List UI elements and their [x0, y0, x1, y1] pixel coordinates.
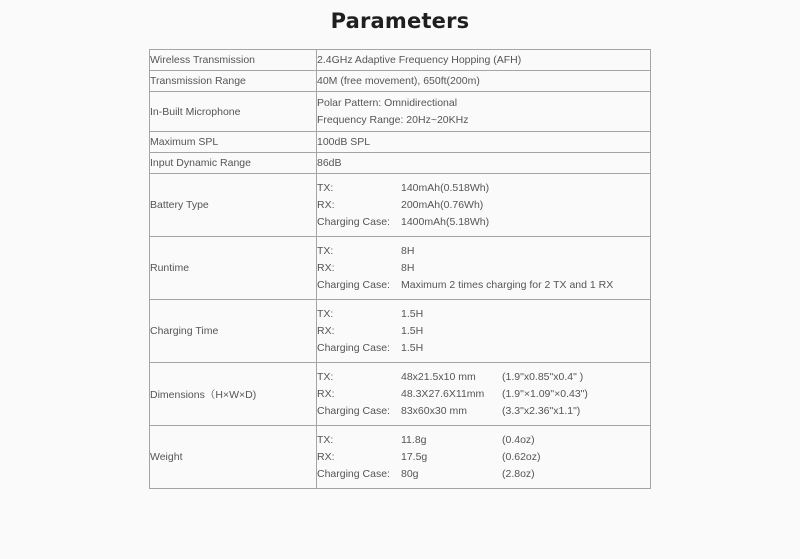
sub-key: TX: [317, 181, 334, 194]
sub-key: TX: [317, 307, 334, 320]
polar-pattern: Polar Pattern: Omnidirectional [317, 96, 458, 109]
sub-key: Charging Case: [317, 278, 390, 291]
table-row-transmission-range [150, 71, 651, 92]
row-value [317, 237, 651, 300]
sub-item-tx [317, 243, 650, 260]
sub-item-charging-case [317, 340, 650, 357]
sub-key: Charging Case: [317, 215, 390, 228]
sub-item-rx [317, 323, 650, 340]
sub-value: 83x60x30 mm [401, 404, 467, 417]
sub-key: TX: [317, 370, 334, 383]
parameters-table [149, 49, 651, 489]
row-value: 100dB SPL [317, 132, 651, 153]
row-value: 40M (free movement), 650ft(200m) [317, 71, 651, 92]
row-label: Wireless Transmission [150, 50, 317, 71]
frequency-range: Frequency Range: 20Hz~20KHz [317, 113, 469, 126]
sub-item-rx [317, 449, 650, 466]
sub-value: 11.8g [401, 433, 427, 446]
row-value [317, 426, 651, 489]
table-row-input-dynamic-range [150, 153, 651, 174]
sub-item-charging-case [317, 466, 650, 483]
row-value [317, 174, 651, 237]
sub-value: 48.3X27.6X11mm [401, 387, 485, 400]
sub-item-charging-case [317, 277, 650, 294]
table-row-wireless-transmission [150, 50, 651, 71]
sub-item-charging-case [317, 214, 650, 231]
row-label: In-Built Microphone [150, 92, 317, 132]
sub-value: 1.5H [401, 307, 424, 320]
row-label: Dimensions（H×W×D) [150, 363, 317, 426]
sub-item-rx [317, 197, 650, 214]
table-row-runtime [150, 237, 651, 300]
sub-value: 1400mAh(5.18Wh) [401, 215, 490, 228]
sub-value-imperial: (1.9"×1.09"×0.43") [502, 387, 588, 400]
sub-value-imperial: (0.62oz) [502, 450, 541, 463]
sub-key: RX: [317, 324, 335, 337]
row-label: Runtime [150, 237, 317, 300]
sub-item-charging-case [317, 403, 650, 420]
sub-key: RX: [317, 387, 335, 400]
sub-value: 1.5H [401, 341, 424, 354]
sub-value: Maximum 2 times charging for 2 TX and 1 RX [401, 278, 614, 291]
sub-key: Charging Case: [317, 404, 390, 417]
sub-item-tx [317, 369, 650, 386]
row-label: Input Dynamic Range [150, 153, 317, 174]
sub-item-tx [317, 306, 650, 323]
sub-item-tx [317, 432, 650, 449]
sub-key: TX: [317, 244, 334, 257]
sub-item-rx [317, 260, 650, 277]
row-label: Maximum SPL [150, 132, 317, 153]
sub-key: TX: [317, 433, 334, 446]
table-row-charging-time [150, 300, 651, 363]
sub-key: RX: [317, 261, 335, 274]
sub-value-imperial: (3.3"x2.36"x1.1") [502, 404, 581, 417]
sub-value: 17.5g [401, 450, 428, 463]
row-value: 86dB [317, 153, 651, 174]
sub-key: RX: [317, 198, 335, 211]
row-label: Battery Type [150, 174, 317, 237]
sub-value: 48x21.5x10 mm [401, 370, 476, 383]
row-label: Weight [150, 426, 317, 489]
sub-value: 140mAh(0.518Wh) [401, 181, 490, 194]
sub-value: 8H [401, 244, 415, 257]
sub-value-imperial: (2.8oz) [502, 467, 535, 480]
row-value [317, 92, 651, 132]
sub-item-rx [317, 386, 650, 403]
row-label: Transmission Range [150, 71, 317, 92]
table-row-maximum-spl [150, 132, 651, 153]
row-value: 2.4GHz Adaptive Frequency Hopping (AFH) [317, 50, 651, 71]
row-value [317, 363, 651, 426]
page-title: Parameters [330, 9, 470, 33]
table-row-weight [150, 426, 651, 489]
sub-item-tx [317, 180, 650, 197]
sub-value-imperial: (0.4oz) [502, 433, 535, 446]
sub-value: 1.5H [401, 324, 424, 337]
sub-key: Charging Case: [317, 467, 390, 480]
sub-value: 8H [401, 261, 415, 274]
sub-value-imperial: (1.9"x0.85"x0.4" ) [502, 370, 584, 383]
sub-value: 80g [401, 467, 419, 480]
table-row-in-built-microphone [150, 92, 651, 132]
sub-key: Charging Case: [317, 341, 390, 354]
sub-key: RX: [317, 450, 335, 463]
table-row-battery-type [150, 174, 651, 237]
sub-value: 200mAh(0.76Wh) [401, 198, 484, 211]
row-value [317, 300, 651, 363]
table-row-dimensions [150, 363, 651, 426]
row-label: Charging Time [150, 300, 317, 363]
